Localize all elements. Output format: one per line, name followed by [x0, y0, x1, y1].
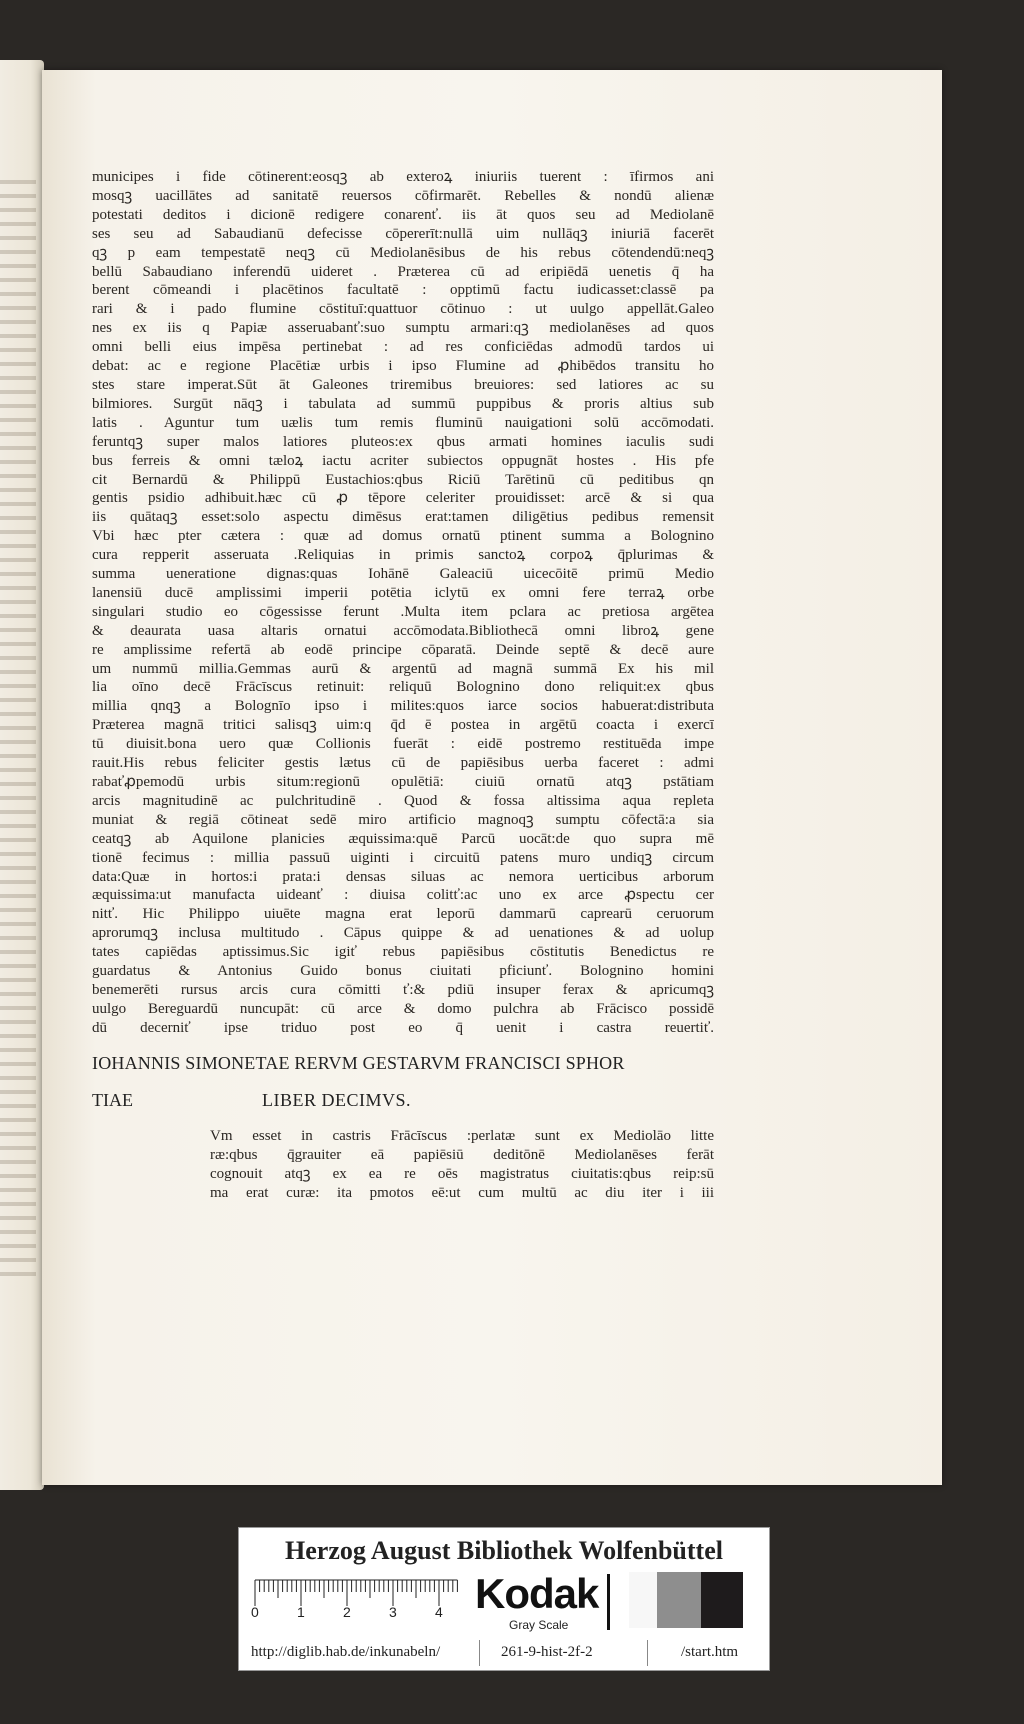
text-line: aprorumqꝫ inclusa multitudo . Cāpus quippe & ad uenationes & ad uolup: [92, 925, 714, 942]
ruler-number: 0: [251, 1604, 259, 1620]
kodak-logo: Kodak: [475, 1570, 599, 1617]
ruler-numbers: [251, 1604, 471, 1624]
text-line: gentis psidio adhibuit.hæc cū ꝓ tēpore celeriter prouidisset: arcē & si qua: [92, 490, 714, 507]
text-line: berent cōmeandi i placētinos facultatē : opptimū factu iudicasset:classē pa: [92, 282, 714, 299]
text-line: stes stare imperat.Sūt āt Galeones triremibus breuiores: sed latiores ac su: [92, 376, 714, 393]
ruler-number: 2: [343, 1604, 351, 1620]
url-divider: [647, 1640, 648, 1666]
chapter-opening-text: [210, 1127, 714, 1203]
text-line: cit Bernardū & Philippū Eustachios:qbus Riciū Tarētinū cū peditibus qn: [92, 471, 714, 488]
body-text: [92, 168, 714, 1038]
start-link: /start.htm: [681, 1644, 739, 1660]
text-line: data:Quæ in hortos:i prata:i densas siluas ac nemora uerticibus arborum: [92, 868, 714, 885]
text-line: æquissima:ut manufacta uideanť : diuisa colitť:ac uno ex arce ꝓspectu cer: [92, 887, 714, 904]
text-line: rabaťꝓpemodū urbis situm:regionū opulētiā: ciuiū ornatū atqꝫ pstātiam: [92, 774, 714, 790]
chapter-text-line: ma erat curæ: ita pmotos eē:ut cum multū ac diu iter i iii: [210, 1184, 714, 1201]
book-heading-continuation: TIAE: [92, 1090, 133, 1110]
kodak-logo-bar: [607, 1574, 610, 1630]
text-line: & deaurata uasa altaris ornatui accōmodata.Bibliothecā omni libroꝝ gene: [92, 622, 714, 639]
url-divider: [479, 1640, 480, 1666]
text-line: latis . Aguntur tum uælis tum remis fluminū nauigationi solū accōmodati.: [92, 414, 714, 431]
library-name: Herzog August Bibliothek Wolfenbüttel: [285, 1536, 723, 1565]
text-line: rauit.His rebus feliciter gestis lætus cū de papiēsibus uerba faceret : admi: [92, 755, 714, 772]
book-heading: IOHANNIS SIMONETAE RERVM GESTARVM FRANCISCI SPHOR: [92, 1053, 625, 1073]
text-line: bus ferreis & omni tæloꝝ iactu acriter subiectos oppugnāt hostes . His pfe: [92, 452, 714, 469]
text-line: benemerēti rursus arcis cura cōmitti ť:& pdiū insuper ferax & apricumqꝫ: [92, 981, 714, 998]
text-line: guardatus & Antonius Guido bonus ciuitati pficiunť. Bolognino homini: [92, 963, 714, 980]
gray-swatch-white: [629, 1572, 657, 1628]
library-target-card: [238, 1527, 770, 1671]
gray-swatch-black: [701, 1572, 743, 1628]
left-page-text-fragment: [0, 180, 36, 1280]
text-line: um nummū millia.Gemmas aurū & argentū ad magnā summā Ex his mil: [92, 660, 714, 677]
ruler-number: 1: [297, 1604, 305, 1620]
text-line: iis quātaqꝫ esset:solo aspectu dimēsus erat:tamen diligētius pedibus remensit: [92, 509, 714, 526]
ruler-number: 4: [435, 1604, 443, 1620]
text-line: ses seu ad Sabaudianū defecisse cōpererīt:nullā uim nullāqꝫ iniuriā facerēt: [92, 225, 714, 242]
text-line: cura repperit asseruata .Reliquias in primis sanctoꝝ corpoꝝ q̄plurimas &: [92, 547, 714, 564]
text-line: muniat & regiā cōtineat sedē miro artificio magnoqꝫ sumptu cōfectā:a sia: [92, 811, 714, 828]
text-line: re amplissime refertā ab eodē principe cōparatā. Deinde septē & decē aure: [92, 641, 714, 658]
text-line: Vbi hæc pter cætera : quæ ad domus ornatū ptinent summa a Bolognino: [92, 528, 714, 545]
text-line: tates capiēdas aptissimus.Sic igiť rebus papiēsibus cōstitutis Benedictus re: [92, 944, 714, 961]
text-line: tionē fecimus : millia passuū uiginti i circuitū patens muro undiqꝫ circum: [92, 849, 714, 866]
text-line: millia qnqꝫ a Bolognīo ipso i milites:quos iarce socios habuerat:distributa: [92, 698, 714, 715]
text-line: tū diuisit.bona uero quæ Collionis fuerāt : eidē postremo restituēda impe: [92, 736, 714, 753]
text-line: nitť. Hic Philippo uiuēte magna erat leporū dammarū caprearū ceruorum: [92, 906, 714, 923]
url-row: [239, 1640, 769, 1666]
text-line: bilmiores. Surgūt nāqꝫ i tabulata ad summū puppibus & proris altius sub: [92, 395, 714, 412]
text-line: rari & i pado flumine cōstituī:quattuor cōtinuo : ut uulgo appellāt.Galeo: [92, 301, 714, 318]
text-line: uulgo Bereguardū nuncupāt: cū arce & domo pulchra ab Frācisco possidē: [92, 1000, 714, 1017]
gray-scale-label: Gray Scale: [509, 1618, 569, 1632]
chapter-text-line: ræ:qbus q̄grauiter eā papiēsiū deditōnē Mediolanēses ferāt: [210, 1146, 714, 1163]
text-line: dū decerniť ipse triduo post eo q̄ uenit i castra reuertiť.: [92, 1019, 714, 1036]
library-url: http://diglib.hab.de/inkunabeln/: [251, 1644, 441, 1660]
text-line: arcis magnitudinē ac pulchritudinē . Quod & fossa altissima aqua repleta: [92, 792, 714, 809]
chapter-text-line: cognouit atqꝫ ex ea re oēs magistratus ciuitatis:qbus reip:sū: [210, 1165, 714, 1182]
chapter-text-line: Vm esset in castris Frācīscus :perlatæ sunt ex Mediolāo litte: [210, 1128, 714, 1144]
liber-title: LIBER DECIMVS.: [262, 1090, 412, 1110]
shelfmark: 261-9-hist-2f-2: [501, 1644, 593, 1660]
text-line: potestati deditos i dicionē redigere conarenť. iis āt quos seu ad Mediolanē: [92, 206, 714, 223]
text-line: bellū Sabaudiano inferendū uideret . Præterea cū ad eripiēdā uenetis q̄ ha: [92, 263, 714, 280]
text-line: lanensiū ducē amplissimi imperii potētia iclytū ex omni fere terraꝝ orbe: [92, 584, 714, 601]
text-line: summa ueneratione dignas:quas Iohānē Galeaciū uicecōitē primū Medio: [92, 566, 714, 583]
text-line: nes ex iis q Papiæ asseruabanť:suo sumptu armari:qꝫ mediolanēses ad quos: [92, 320, 714, 337]
left-page-edge: [0, 60, 44, 1490]
ruler-number: 3: [389, 1604, 397, 1620]
text-line: lia oīno decē Frācīscus retinuit: reliquū Bolognino dono reliquit:ex qbus: [92, 679, 714, 696]
text-line: qꝫ p eam tempestatē neqꝫ cū Mediolanēsibus de his rebus cōtendendū:neqꝫ: [92, 244, 714, 261]
text-line: omni belli eius impēsa pertinebat : ad res conficiēdas admodū tardos ui: [92, 339, 714, 356]
text-line: singulari studio eo cōgessisse ferunt .Multa item pclara ac pretiosa argētea: [92, 603, 714, 620]
text-line: municipes i fide cōtinerent:eosqꝫ ab exteroꝝ iniuriis tuerent : īfirmos ani: [92, 169, 714, 185]
text-line: mosqꝫ uacillātes ad sanitatē reuersos cōfirmarēt. Rebelles & nondū alienæ: [92, 187, 714, 204]
text-line: Præterea magnā tritici salisqꝫ uim:q q̄d ē postea in argētū coacta i exercī: [92, 717, 714, 734]
text-line: debat: ac e regione Placētiæ urbis i ipso Flumine ad ꝓhibēdos transitu ho: [92, 358, 714, 375]
text-line: feruntqꝫ super malos latiores pluteos:ex qbus armati homines iaculis sudi: [92, 433, 714, 450]
text-line: ceatqꝫ ab Aquilone planicies æquissima:quē Parcū uocāt:de quo supra mē: [92, 830, 714, 847]
gray-swatch-mid: [657, 1572, 701, 1628]
